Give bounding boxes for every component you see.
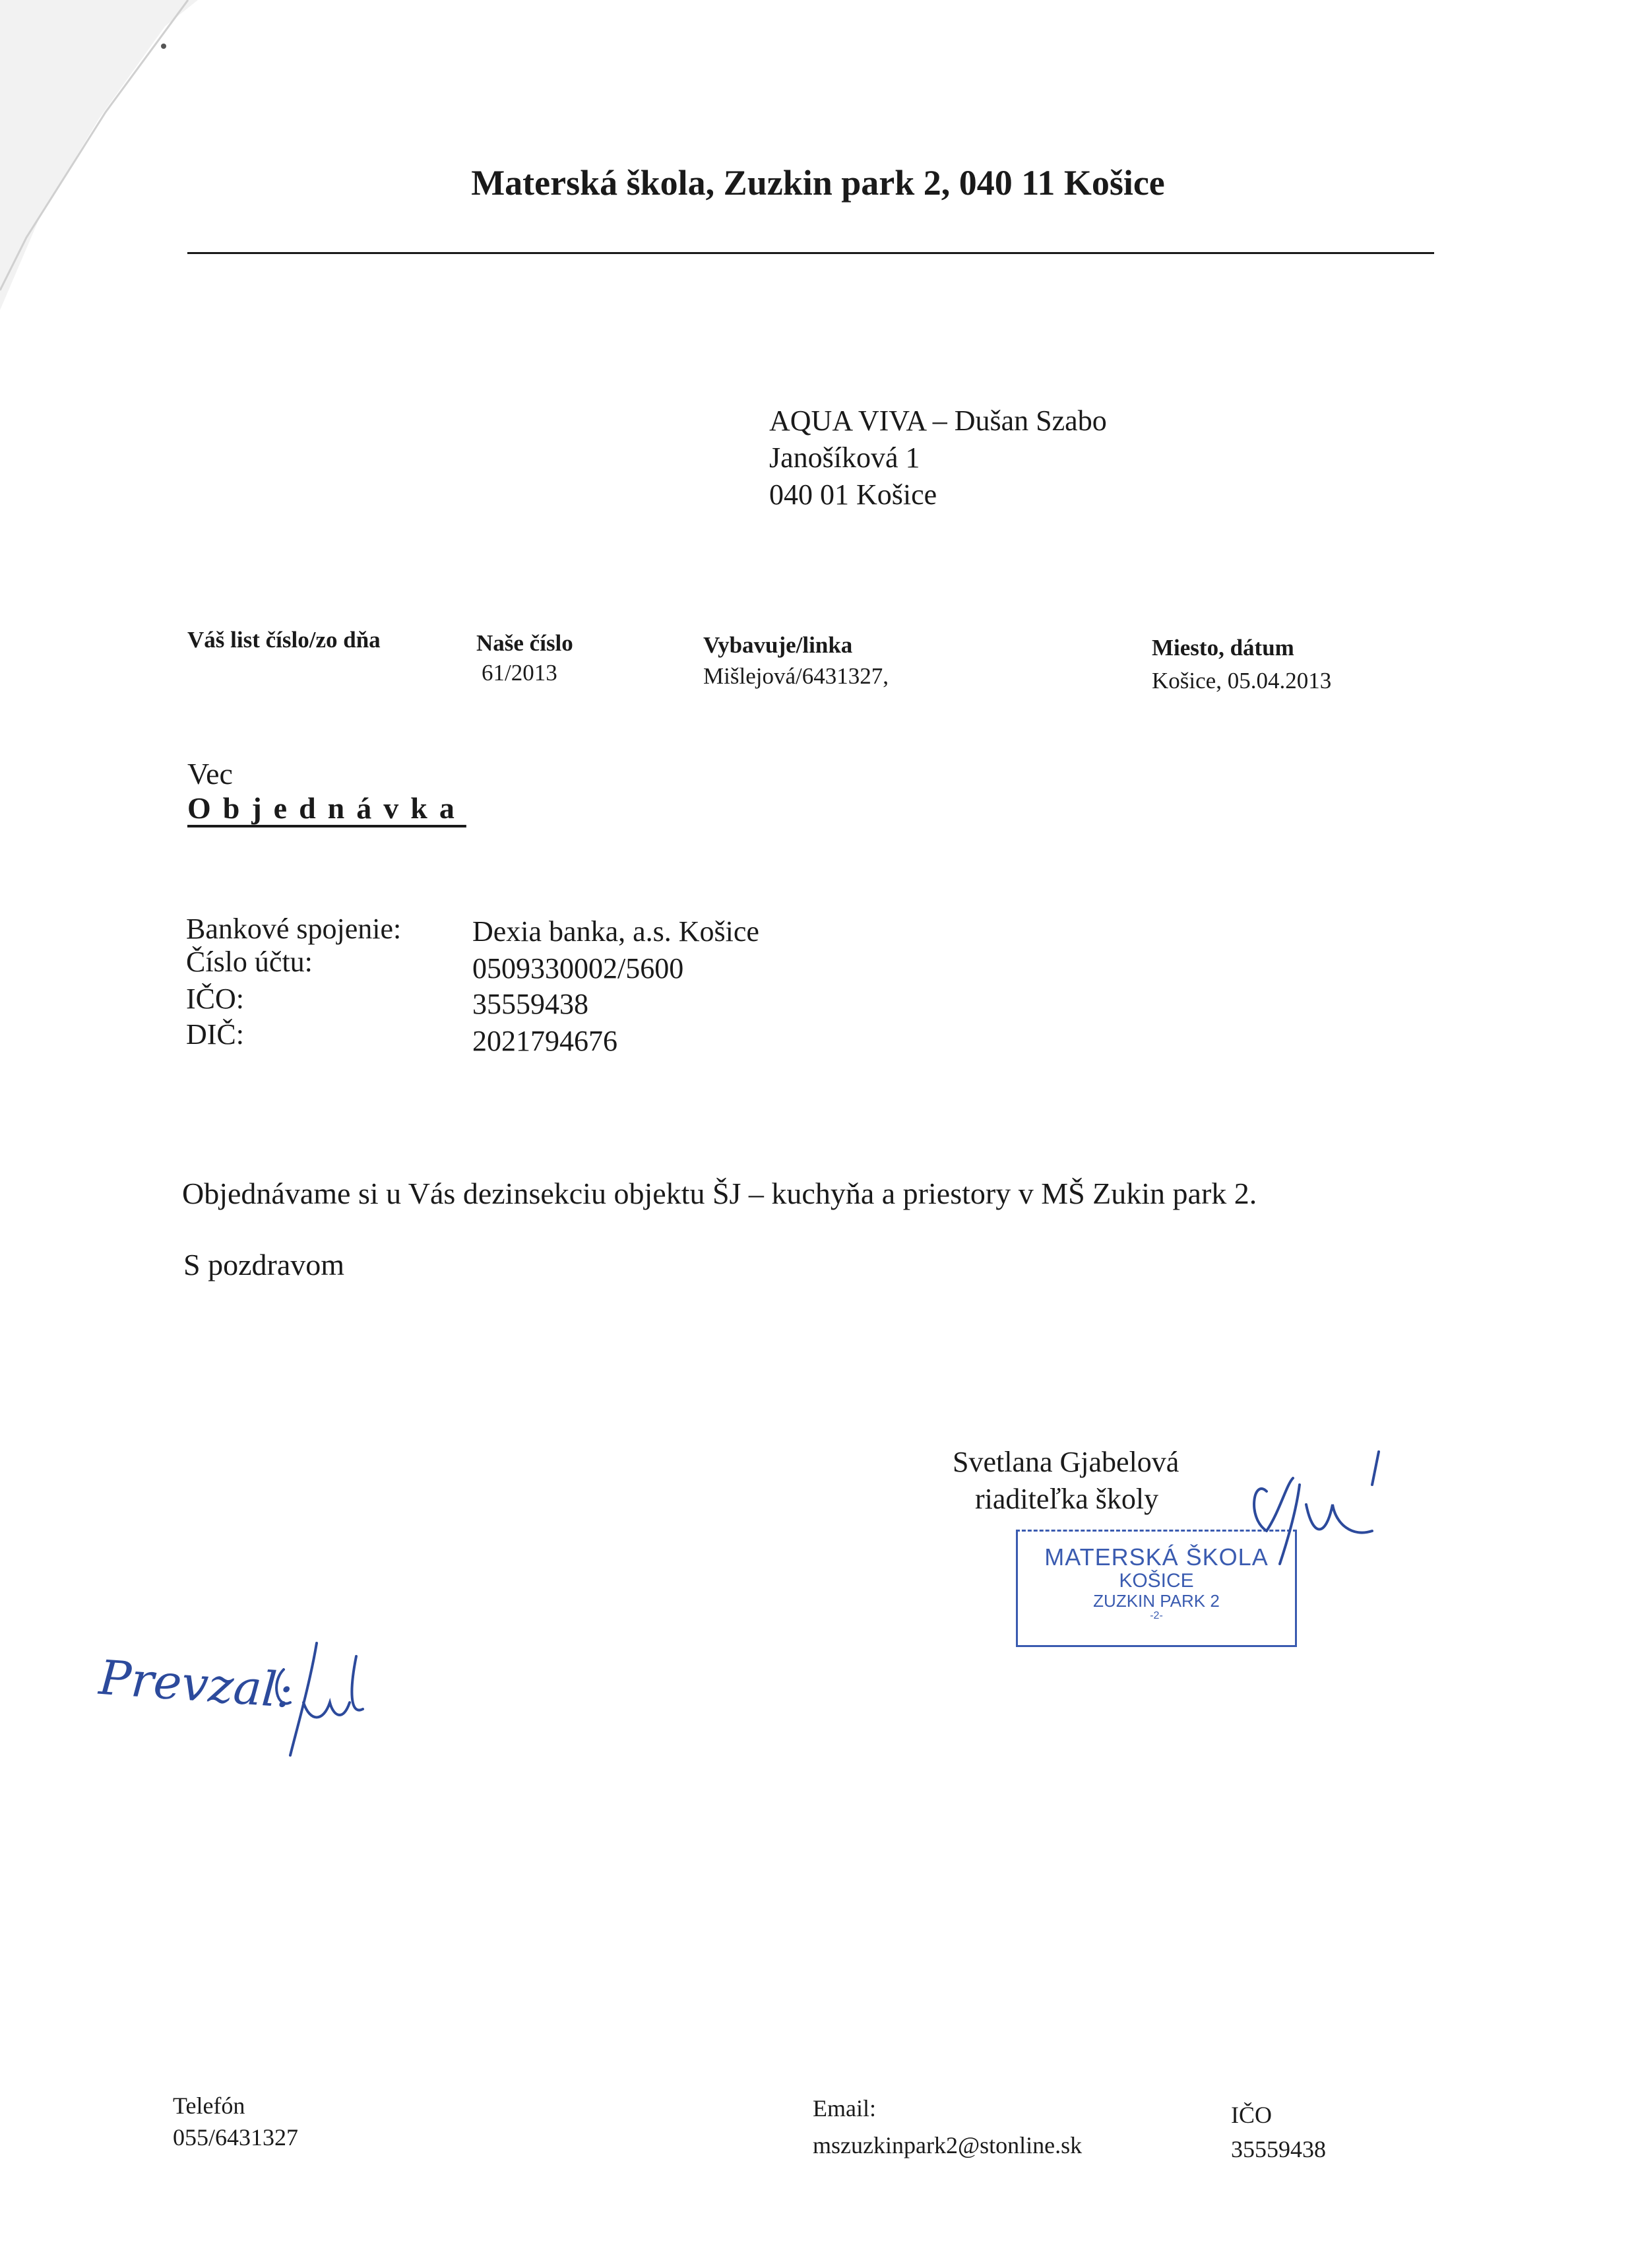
your-letter-label: Váš list číslo/zo dňa: [187, 627, 381, 653]
bank-label: Bankové spojenie:: [186, 913, 402, 945]
footer-phone-label: Telefón: [173, 2092, 245, 2119]
footer-email-value: mszuzkinpark2@stonline.sk: [813, 2132, 1083, 2158]
director-signature-icon: [1240, 1439, 1412, 1571]
place-date-label: Miesto, dátum: [1152, 635, 1294, 661]
recipient-city: 040 01 Košice: [769, 478, 937, 511]
signatory-name: Svetlana Gjabelová: [953, 1446, 1180, 1478]
handled-by-label: Vybavuje/linka: [703, 632, 853, 658]
subject-title: Objednávka: [187, 791, 466, 825]
ico-label: IČO:: [186, 983, 244, 1015]
stamp-line-city: KOŠICE: [1119, 1570, 1194, 1592]
received-signature-icon: [264, 1630, 383, 1762]
account-label: Číslo účtu:: [186, 946, 313, 978]
our-number-value: 61/2013: [482, 660, 557, 686]
bank-value: Dexia banka, a.s. Košice: [472, 915, 759, 948]
place-date-value: Košice, 05.04.2013: [1152, 668, 1332, 694]
subject-label: Vec: [187, 757, 233, 791]
account-value: 0509330002/5600: [472, 952, 684, 985]
greeting: S pozdravom: [183, 1248, 345, 1281]
footer-phone-value: 055/6431327: [173, 2124, 299, 2151]
footer-ico-label: IČO: [1231, 2102, 1272, 2128]
footer-email-label: Email:: [813, 2095, 876, 2122]
order-text: Objednávame si u Vás dezinsekciu objektu ŠJ – kuchyňa a priestory v MŠ Zukin park 2.: [182, 1177, 1257, 1210]
footer-ico-value: 35559438: [1231, 2136, 1326, 2162]
recipient-street: Janošíková 1: [769, 441, 920, 474]
stamp-line-number: -2-: [1150, 1610, 1163, 1621]
letterhead-title: Materská škola, Zuzkin park 2, 040 11 Košice: [471, 163, 1165, 203]
dic-label: DIČ:: [186, 1018, 244, 1051]
ico-value: 35559438: [472, 988, 588, 1020]
stamp-line-school: MATERSKÁ ŠKOLA: [1044, 1543, 1269, 1571]
received-by-note: Prevzal:: [97, 1649, 295, 1719]
dic-value: 2021794676: [472, 1025, 617, 1057]
stamp-line-address: ZUZKIN PARK 2: [1093, 1591, 1220, 1611]
letterhead-rule: [187, 252, 1434, 254]
our-number-label: Naše číslo: [476, 630, 573, 656]
recipient-name: AQUA VIVA – Dušan Szabo: [769, 405, 1107, 437]
signatory-title: riaditeľka školy: [975, 1483, 1159, 1515]
handled-by-value: Mišlejová/6431327,: [703, 663, 889, 689]
